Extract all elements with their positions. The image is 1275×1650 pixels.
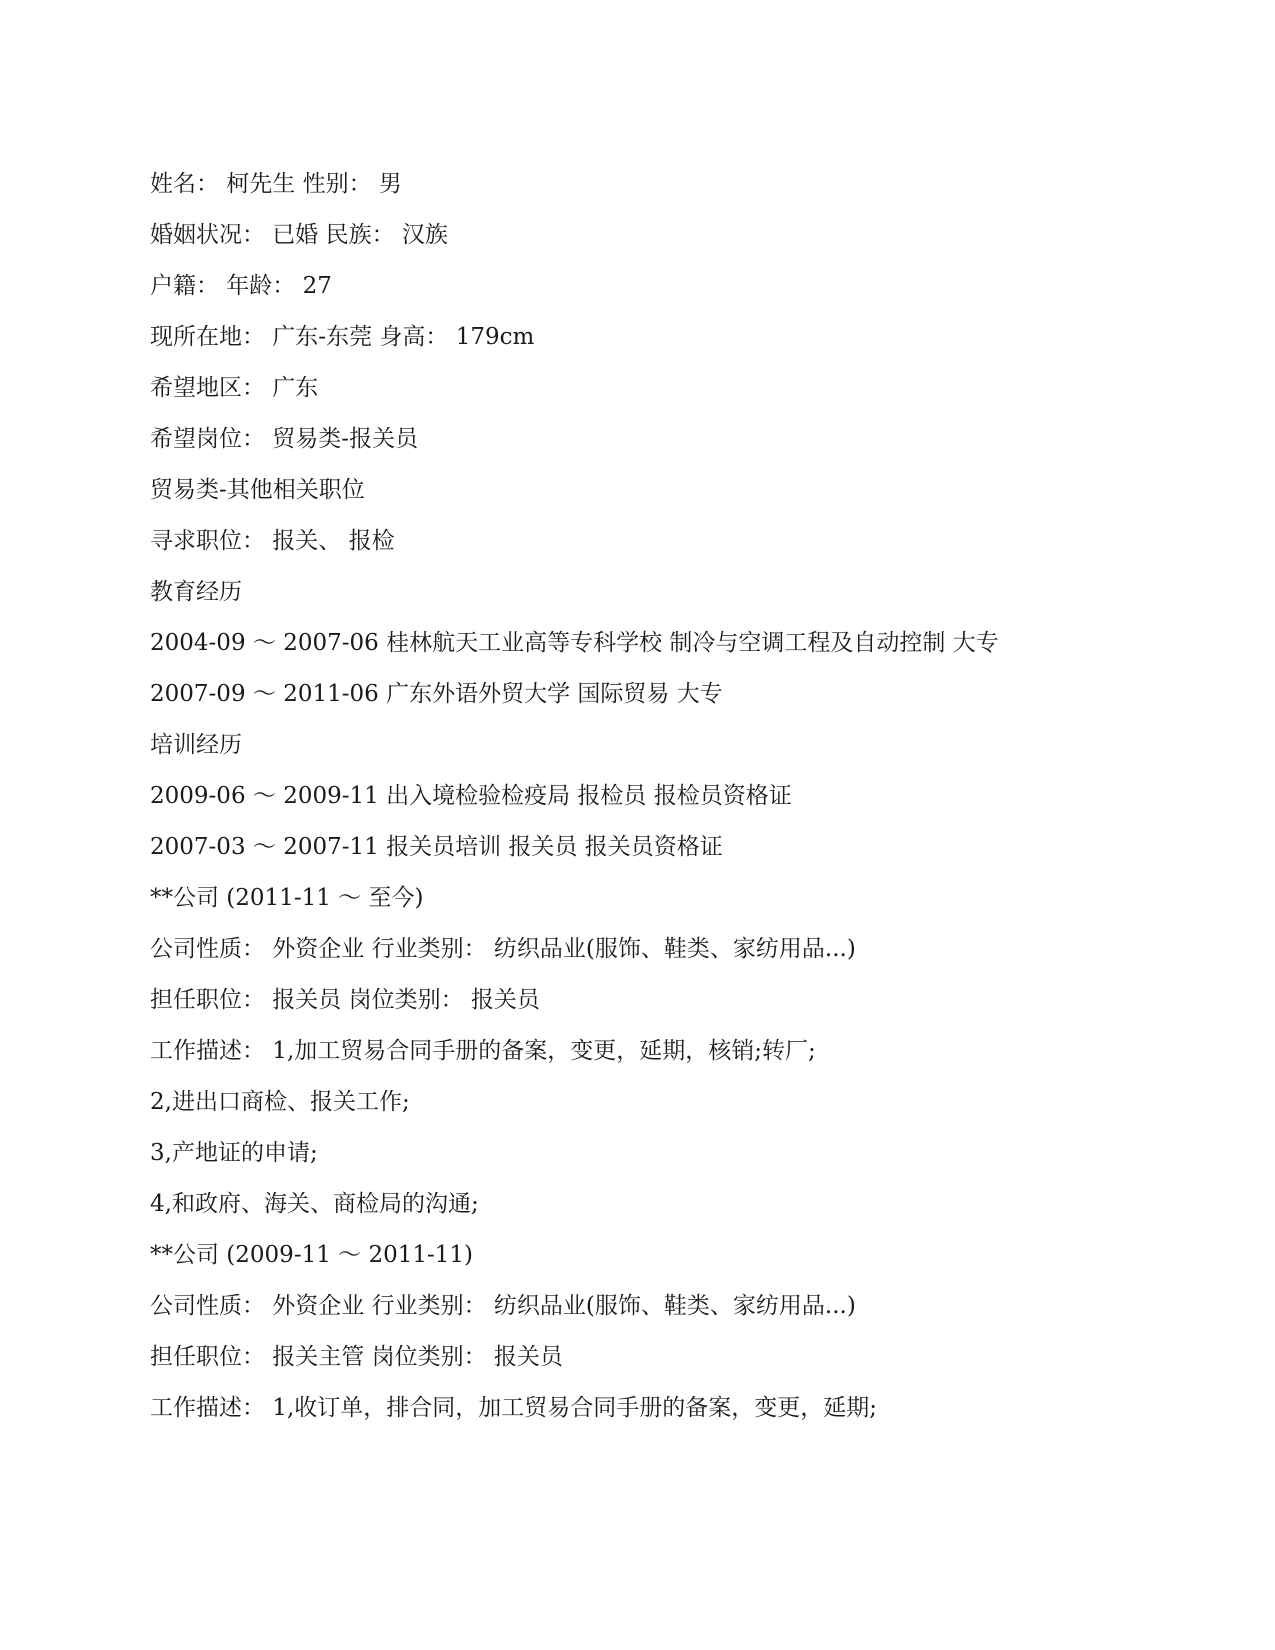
education-entry: 2004-09 ～ 2007-06 桂林航天工业高等专科学校 制冷与空调工程及自动控制 大专 [150, 630, 999, 656]
basic-info-location-height: 现所在地： 广东-东莞 身高： 179cm [150, 324, 535, 350]
training-entry: 2007-03 ～ 2007-11 报关员培训 报关员 报关员资格证 [150, 834, 723, 860]
work-company-nature: 公司性质： 外资企业 行业类别： 纺织品业(服饰、鞋类、家纺用品...) [150, 1293, 856, 1319]
work-description: 工作描述： 1,收订单，排合同，加工贸易合同手册的备案，变更，延期; [150, 1395, 878, 1421]
work-company-nature: 公司性质： 外资企业 行业类别： 纺织品业(服饰、鞋类、家纺用品...) [150, 936, 856, 962]
work-description-item: 4,和政府、海关、商检局的沟通; [150, 1191, 479, 1217]
education-entry: 2007-09 ～ 2011-06 广东外语外贸大学 国际贸易 大专 [150, 681, 723, 707]
basic-info-name-gender: 姓名： 柯先生 性别： 男 [150, 171, 402, 197]
work-position: 担任职位： 报关员 岗位类别： 报关员 [150, 987, 540, 1013]
desired-region: 希望地区： 广东 [150, 375, 319, 401]
training-heading: 培训经历 [150, 732, 242, 758]
desired-position-extra: 贸易类-其他相关职位 [150, 477, 365, 503]
work-description-item: 3,产地证的申请; [150, 1140, 318, 1166]
work-description-item: 2,进出口商检、报关工作; [150, 1089, 410, 1115]
work-position: 担任职位： 报关主管 岗位类别： 报关员 [150, 1344, 563, 1370]
resume-body [150, 159, 1150, 1434]
training-entry: 2009-06 ～ 2009-11 出入境检验检疫局 报检员 报检员资格证 [150, 783, 792, 809]
education-heading: 教育经历 [150, 579, 242, 605]
work-company-heading: **公司 (2009-11 ～ 2011-11) [150, 1242, 474, 1268]
basic-info-marital-ethnicity: 婚姻状况： 已婚 民族： 汉族 [150, 222, 448, 248]
sought-position: 寻求职位： 报关、 报检 [150, 528, 395, 554]
basic-info-hukou-age: 户籍： 年龄： 27 [150, 273, 332, 299]
desired-position: 希望岗位： 贸易类-报关员 [150, 426, 419, 452]
work-description: 工作描述： 1,加工贸易合同手册的备案，变更，延期，核销;转厂; [150, 1038, 816, 1064]
work-company-heading: **公司 (2011-11 ～ 至今) [150, 885, 424, 911]
